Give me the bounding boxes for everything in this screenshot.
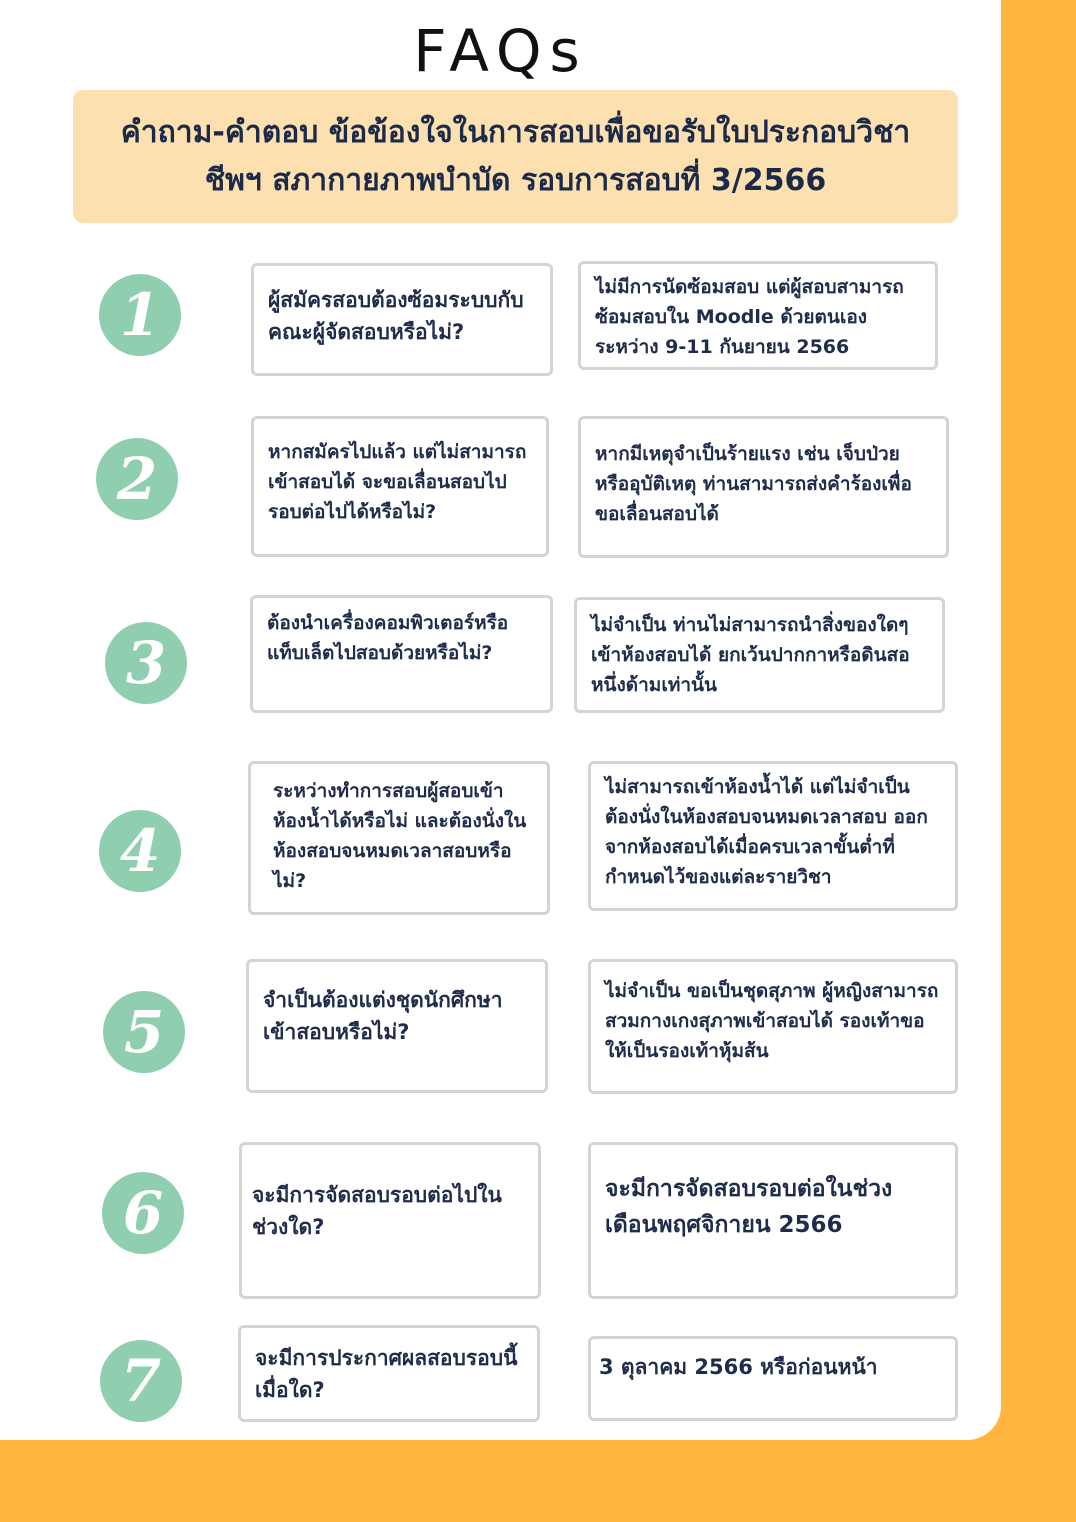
faq-2-answer: หากมีเหตุจำเป็นร้ายแรง เช่น เจ็บป่วย หรืออุบัติเหตุ ท่านสามารถส่งคำร้องเพื่อขอเลื่อนสอบได้ xyxy=(578,416,949,558)
faq-number-2-badge: 2 xyxy=(96,438,178,520)
faq-5-answer: ไม่จำเป็น ขอเป็นชุดสุภาพ ผู้หญิงสามารถสวมกางเกงสุภาพเข้าสอบได้ รองเท้าขอให้เป็นรองเท้าหุ้มส้น xyxy=(588,959,958,1094)
faq-1-question: ผู้สมัครสอบต้องซ้อมระบบกับคณะผู้จัดสอบหรือไม่? xyxy=(251,263,553,376)
faq-7-answer: 3 ตุลาคม 2566 หรือก่อนหน้า xyxy=(588,1336,958,1421)
subtitle-banner xyxy=(73,90,958,223)
faq-3-question: ต้องนำเครื่องคอมพิวเตอร์หรือแท็บเล็ตไปสอบด้วยหรือไม่? xyxy=(250,595,553,713)
faq-number-1-badge: 1 xyxy=(99,274,181,356)
faq-1-answer: ไม่มีการนัดซ้อมสอบ แต่ผู้สอบสามารถซ้อมสอบใน Moodle ด้วยตนเอง ระหว่าง 9-11 กันยายน 2566 xyxy=(578,261,938,370)
faq-5-question: จำเป็นต้องแต่งชุดนักศึกษาเข้าสอบหรือไม่? xyxy=(246,959,548,1093)
faq-number-3-badge: 3 xyxy=(105,622,187,704)
faq-number-6-badge: 6 xyxy=(102,1172,184,1254)
faq-3-answer: ไม่จำเป็น ท่านไม่สามารถนำสิ่งของใดๆ เข้าห้องสอบได้ ยกเว้นปากกาหรือดินสอหนึ่งด้ามเท่านั้น xyxy=(574,597,945,713)
faq-number-7-badge: 7 xyxy=(100,1340,182,1422)
faq-7-question: จะมีการประกาศผลสอบรอบนี้ เมื่อใด? xyxy=(238,1325,540,1422)
faq-2-question: หากสมัครไปแล้ว แต่ไม่สามารถเข้าสอบได้ จะขอเลื่อนสอบไปรอบต่อไปได้หรือไม่? xyxy=(251,416,549,557)
faq-number-4-badge: 4 xyxy=(99,810,181,892)
subtitle-text: คำถาม-คำตอบ ข้อข้องใจในการสอบเพื่อขอรับใบประกอบวิชาชีพฯ สภากายภาพบำบัด รอบการสอบที่ 3/2566 xyxy=(120,114,911,198)
faq-6-answer: จะมีการจัดสอบรอบต่อในช่วงเดือนพฤศจิกายน 2566 xyxy=(588,1142,958,1299)
faq-4-answer: ไม่สามารถเข้าห้องน้ำได้ แต่ไม่จำเป็นต้องนั่งในห้องสอบจนหมดเวลาสอบ ออกจากห้องสอบได้เมื่อครบเวลาขั้นต่ำที่กำหนดไว้ของแต่ละรายวิชา xyxy=(588,761,958,911)
faq-6-question: จะมีการจัดสอบรอบต่อไปในช่วงใด? xyxy=(239,1142,541,1299)
page-title: FAQs xyxy=(413,17,588,85)
faq-number-5-badge: 5 xyxy=(103,991,185,1073)
faq-4-question: ระหว่างทำการสอบผู้สอบเข้าห้องน้ำได้หรือไม่ และต้องนั่งในห้องสอบจนหมดเวลาสอบหรือไม่? xyxy=(248,761,550,915)
